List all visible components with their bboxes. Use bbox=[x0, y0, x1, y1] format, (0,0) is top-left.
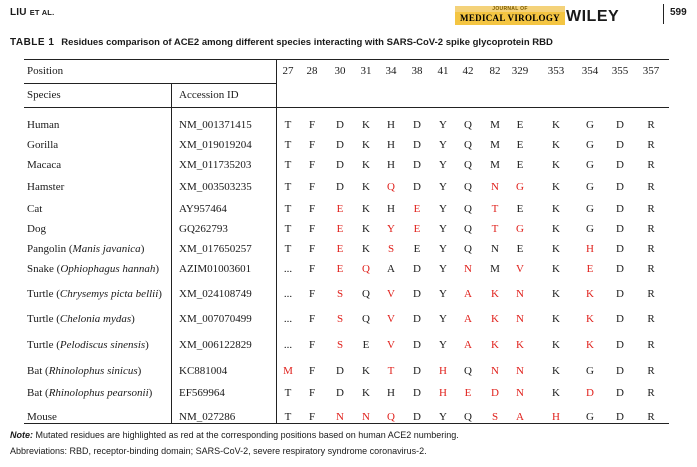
species-cell: Bat (Rhinolophus sinicus) bbox=[27, 365, 142, 377]
residue-cell: F bbox=[308, 263, 316, 275]
residue-cell: Y bbox=[439, 223, 447, 235]
residue-cell: Q bbox=[464, 243, 472, 255]
residue-cell: T bbox=[284, 139, 292, 151]
residue-cell: R bbox=[647, 387, 655, 399]
species-cell: Turtle (Pelodiscus sinensis) bbox=[27, 339, 149, 351]
position-82: 82 bbox=[489, 65, 501, 77]
residue-cell: ... bbox=[283, 263, 293, 275]
header-divider bbox=[663, 4, 664, 24]
residue-cell: D bbox=[616, 159, 624, 171]
journal-logo-name: MEDICAL VIROLOGY bbox=[455, 12, 565, 25]
residue-cell: F bbox=[308, 181, 316, 193]
accession-cell: XM_019019204 bbox=[179, 139, 252, 151]
residue-cell: D bbox=[413, 411, 421, 423]
residue-cell: H bbox=[387, 159, 395, 171]
residue-cell: N bbox=[491, 181, 499, 193]
position-header: Position bbox=[27, 65, 64, 77]
residue-cell: Y bbox=[439, 119, 447, 131]
residue-cell: Q bbox=[464, 159, 472, 171]
residue-cell: T bbox=[284, 243, 292, 255]
residue-cell: D bbox=[413, 263, 421, 275]
residue-cell: V bbox=[387, 288, 395, 300]
residue-cell: D bbox=[616, 181, 624, 193]
residue-cell: K bbox=[362, 387, 370, 399]
accession-cell: XM_006122829 bbox=[179, 339, 252, 351]
position-30: 30 bbox=[334, 65, 346, 77]
residue-cell: D bbox=[413, 139, 421, 151]
accession-header: Accession ID bbox=[179, 89, 239, 101]
species-cell: Macaca bbox=[27, 159, 62, 171]
residue-cell: Q bbox=[464, 139, 472, 151]
residue-cell: F bbox=[308, 203, 316, 215]
residue-cell: K bbox=[552, 223, 560, 235]
residue-cell: E bbox=[464, 387, 472, 399]
residue-cell: E bbox=[516, 119, 524, 131]
accession-cell: AZIM01003601 bbox=[179, 263, 252, 275]
residue-cell: K bbox=[552, 313, 560, 325]
residue-cell: N bbox=[516, 313, 524, 325]
residue-cell: T bbox=[387, 365, 395, 377]
residue-cell: N bbox=[491, 243, 499, 255]
residue-cell: Q bbox=[464, 119, 472, 131]
residue-cell: E bbox=[516, 203, 524, 215]
running-head-authors: LIU ET AL. bbox=[10, 7, 55, 18]
residue-cell: K bbox=[362, 139, 370, 151]
residue-cell: G bbox=[586, 181, 594, 193]
residue-cell: E bbox=[336, 243, 344, 255]
residue-cell: G bbox=[586, 159, 594, 171]
position-27: 27 bbox=[282, 65, 294, 77]
species-cell: Pangolin (Manis javanica) bbox=[27, 243, 145, 255]
position-28: 28 bbox=[306, 65, 318, 77]
residue-cell: K bbox=[552, 243, 560, 255]
residue-cell: R bbox=[647, 243, 655, 255]
residue-cell: D bbox=[413, 387, 421, 399]
residue-cell: A bbox=[464, 288, 472, 300]
residue-cell: D bbox=[616, 243, 624, 255]
residue-cell: R bbox=[647, 119, 655, 131]
residue-cell: N bbox=[362, 411, 370, 423]
residue-cell: D bbox=[413, 159, 421, 171]
species-cell: Turtle (Chelonia mydas) bbox=[27, 313, 135, 325]
residue-cell: T bbox=[284, 181, 292, 193]
residue-cell: K bbox=[362, 159, 370, 171]
residue-cell: T bbox=[284, 119, 292, 131]
residue-cell: D bbox=[336, 139, 344, 151]
residue-cell: V bbox=[516, 263, 524, 275]
residue-cell: F bbox=[308, 139, 316, 151]
residue-cell: Y bbox=[439, 181, 447, 193]
residue-cell: K bbox=[552, 365, 560, 377]
residue-cell: M bbox=[490, 159, 500, 171]
residue-cell: N bbox=[516, 387, 524, 399]
residue-cell: Q bbox=[387, 181, 395, 193]
residue-cell: D bbox=[413, 313, 421, 325]
residue-cell: Y bbox=[439, 139, 447, 151]
table-caption-text: Residues comparison of ACE2 among different species interacting with SARS-CoV-2 spike glycoprotein RBD bbox=[61, 37, 553, 48]
residue-cell: D bbox=[616, 223, 624, 235]
residue-cell: K bbox=[552, 339, 560, 351]
residue-cell: K bbox=[552, 288, 560, 300]
residue-cell: ... bbox=[283, 288, 293, 300]
residue-cell: D bbox=[616, 365, 624, 377]
residue-cell: K bbox=[552, 263, 560, 275]
residue-cell: Q bbox=[464, 203, 472, 215]
accession-cell: AY957464 bbox=[179, 203, 227, 215]
species-cell: Human bbox=[27, 119, 60, 131]
residue-cell: E bbox=[413, 243, 421, 255]
residue-cell: G bbox=[586, 139, 594, 151]
residue-cell: T bbox=[284, 411, 292, 423]
residue-cell: K bbox=[586, 339, 594, 351]
residue-cell: F bbox=[308, 365, 316, 377]
residue-cell: K bbox=[362, 223, 370, 235]
residue-cell: Y bbox=[439, 288, 447, 300]
residue-cell: R bbox=[647, 139, 655, 151]
residue-cell: G bbox=[586, 119, 594, 131]
accession-cell: XM_003503235 bbox=[179, 181, 252, 193]
residue-cell: Y bbox=[439, 243, 447, 255]
residue-cell: M bbox=[490, 119, 500, 131]
position-34: 34 bbox=[385, 65, 397, 77]
residue-cell: A bbox=[387, 263, 395, 275]
residue-cell: R bbox=[647, 288, 655, 300]
residue-cell: H bbox=[387, 119, 395, 131]
position-354: 354 bbox=[581, 65, 599, 77]
residue-cell: Y bbox=[439, 263, 447, 275]
residue-cell: Y bbox=[387, 223, 395, 235]
residue-cell: F bbox=[308, 339, 316, 351]
residue-cell: Y bbox=[439, 203, 447, 215]
residue-cell: D bbox=[616, 387, 624, 399]
residue-cell: G bbox=[586, 365, 594, 377]
position-353: 353 bbox=[547, 65, 565, 77]
residue-cell: T bbox=[491, 223, 499, 235]
publisher-logo: WILEY bbox=[566, 8, 620, 25]
residue-cell: D bbox=[616, 263, 624, 275]
residue-cell: K bbox=[491, 339, 499, 351]
position-38: 38 bbox=[411, 65, 423, 77]
residue-cell: H bbox=[387, 139, 395, 151]
residue-cell: S bbox=[336, 313, 344, 325]
species-cell: Gorilla bbox=[27, 139, 59, 151]
residue-cell: T bbox=[284, 159, 292, 171]
residue-cell: K bbox=[586, 313, 594, 325]
position-41: 41 bbox=[437, 65, 449, 77]
residue-cell: T bbox=[284, 223, 292, 235]
species-cell: Mouse bbox=[27, 411, 57, 423]
residue-cell: D bbox=[616, 119, 624, 131]
species-cell: Dog bbox=[27, 223, 46, 235]
residue-cell: E bbox=[336, 223, 344, 235]
residue-cell: G bbox=[586, 203, 594, 215]
accession-cell: NM_001371415 bbox=[179, 119, 252, 131]
residue-cell: K bbox=[362, 203, 370, 215]
residue-cell: K bbox=[491, 313, 499, 325]
residue-cell: N bbox=[516, 288, 524, 300]
residue-cell: T bbox=[284, 203, 292, 215]
residue-cell: D bbox=[616, 339, 624, 351]
residue-cell: E bbox=[516, 159, 524, 171]
residue-cell: Y bbox=[439, 159, 447, 171]
accession-cell: XM_024108749 bbox=[179, 288, 252, 300]
residue-cell: R bbox=[647, 263, 655, 275]
residue-cell: K bbox=[552, 139, 560, 151]
residue-cell: Y bbox=[439, 313, 447, 325]
residue-cell: T bbox=[284, 387, 292, 399]
residue-cell: G bbox=[586, 223, 594, 235]
residue-cell: D bbox=[413, 339, 421, 351]
residue-cell: D bbox=[336, 387, 344, 399]
residue-cell: H bbox=[387, 203, 395, 215]
accession-cell: GQ262793 bbox=[179, 223, 228, 235]
journal-logo bbox=[455, 6, 565, 26]
residue-cell: V bbox=[387, 313, 395, 325]
residue-cell: H bbox=[387, 387, 395, 399]
residue-cell: Q bbox=[464, 223, 472, 235]
residue-cell: Q bbox=[362, 313, 370, 325]
residue-cell: N bbox=[491, 365, 499, 377]
residue-cell: R bbox=[647, 339, 655, 351]
residue-cell: S bbox=[336, 339, 344, 351]
residue-cell: A bbox=[516, 411, 524, 423]
residue-cell: D bbox=[616, 139, 624, 151]
species-cell: Turtle (Chrysemys picta bellii) bbox=[27, 288, 162, 300]
position-42: 42 bbox=[462, 65, 474, 77]
accession-cell: EF569964 bbox=[179, 387, 225, 399]
residue-cell: G bbox=[516, 181, 524, 193]
residue-cell: K bbox=[552, 181, 560, 193]
residue-cell: D bbox=[413, 288, 421, 300]
residue-cell: N bbox=[516, 365, 524, 377]
residue-cell: D bbox=[491, 387, 499, 399]
residue-cell: K bbox=[552, 119, 560, 131]
residue-cell: E bbox=[516, 243, 524, 255]
residue-cell: ... bbox=[283, 313, 293, 325]
header-bottom-rule bbox=[24, 107, 669, 108]
residue-cell: F bbox=[308, 411, 316, 423]
residue-cell: E bbox=[413, 203, 421, 215]
residue-cell: E bbox=[362, 339, 370, 351]
residue-cell: H bbox=[439, 387, 447, 399]
position-underline bbox=[24, 83, 276, 84]
residue-cell: Q bbox=[464, 181, 472, 193]
residue-cell: E bbox=[586, 263, 594, 275]
residue-cell: D bbox=[586, 387, 594, 399]
accession-cell: XM_007070499 bbox=[179, 313, 252, 325]
residue-cell: N bbox=[464, 263, 472, 275]
residue-cell: A bbox=[464, 339, 472, 351]
column-divider-species bbox=[171, 84, 172, 423]
residue-cell: H bbox=[439, 365, 447, 377]
residue-cell: F bbox=[308, 159, 316, 171]
residue-cell: F bbox=[308, 223, 316, 235]
residue-cell: K bbox=[362, 243, 370, 255]
species-cell: Hamster bbox=[27, 181, 65, 193]
residue-cell: M bbox=[283, 365, 293, 377]
residue-cell: K bbox=[552, 387, 560, 399]
species-cell: Bat (Rhinolophus pearsonii) bbox=[27, 387, 153, 399]
residue-cell: K bbox=[362, 181, 370, 193]
residue-cell: M bbox=[490, 263, 500, 275]
residue-cell: Q bbox=[387, 411, 395, 423]
residue-cell: D bbox=[616, 313, 624, 325]
residue-cell: E bbox=[516, 139, 524, 151]
residue-cell: K bbox=[586, 288, 594, 300]
species-header: Species bbox=[27, 89, 61, 101]
page-number: 599 bbox=[670, 7, 687, 18]
table-label: TABLE 1 bbox=[10, 37, 55, 48]
residue-cell: D bbox=[616, 203, 624, 215]
residue-cell: F bbox=[308, 288, 316, 300]
residue-cell: S bbox=[491, 411, 499, 423]
residue-cell: D bbox=[616, 288, 624, 300]
residue-cell: Q bbox=[464, 365, 472, 377]
residue-cell: K bbox=[362, 365, 370, 377]
accession-cell: XM_011735203 bbox=[179, 159, 252, 171]
residue-cell: T bbox=[491, 203, 499, 215]
residue-cell: R bbox=[647, 181, 655, 193]
residue-cell: K bbox=[552, 159, 560, 171]
residue-cell: F bbox=[308, 243, 316, 255]
residue-cell: ... bbox=[283, 339, 293, 351]
residue-cell: M bbox=[490, 139, 500, 151]
residue-cell: K bbox=[491, 288, 499, 300]
accession-cell: KC881004 bbox=[179, 365, 228, 377]
residue-cell: F bbox=[308, 387, 316, 399]
residue-cell: R bbox=[647, 411, 655, 423]
residue-cell: E bbox=[336, 203, 344, 215]
residue-cell: D bbox=[336, 119, 344, 131]
residue-cell: D bbox=[616, 411, 624, 423]
residue-cell: G bbox=[586, 411, 594, 423]
residue-cell: R bbox=[647, 203, 655, 215]
residue-cell: K bbox=[516, 339, 524, 351]
residue-cell: D bbox=[336, 365, 344, 377]
residue-cell: V bbox=[387, 339, 395, 351]
residue-cell: K bbox=[362, 119, 370, 131]
position-357: 357 bbox=[642, 65, 660, 77]
residue-cell: E bbox=[336, 263, 344, 275]
residue-cell: D bbox=[413, 119, 421, 131]
residue-cell: E bbox=[413, 223, 421, 235]
residue-cell: S bbox=[387, 243, 395, 255]
residue-cell: D bbox=[336, 181, 344, 193]
position-329: 329 bbox=[511, 65, 529, 77]
residue-cell: F bbox=[308, 119, 316, 131]
residue-cell: N bbox=[336, 411, 344, 423]
position-31: 31 bbox=[360, 65, 372, 77]
species-cell: Snake (Ophiophagus hannah) bbox=[27, 263, 160, 275]
journal-logo-top: JOURNAL OF bbox=[455, 6, 565, 12]
species-cell: Cat bbox=[27, 203, 43, 215]
residue-cell: F bbox=[308, 313, 316, 325]
residue-cell: K bbox=[552, 203, 560, 215]
residue-cell: D bbox=[413, 365, 421, 377]
residue-cell: Q bbox=[464, 411, 472, 423]
accession-cell: XM_017650257 bbox=[179, 243, 252, 255]
accession-cell: NM_027286 bbox=[179, 411, 236, 423]
table-top-rule bbox=[24, 59, 669, 60]
residue-cell: H bbox=[586, 243, 594, 255]
residue-cell: D bbox=[336, 159, 344, 171]
residue-cell: R bbox=[647, 223, 655, 235]
residue-cell: Y bbox=[439, 411, 447, 423]
position-355: 355 bbox=[611, 65, 629, 77]
residue-cell: A bbox=[464, 313, 472, 325]
residue-cell: S bbox=[336, 288, 344, 300]
table-abbreviations: Abbreviations: RBD, receptor-binding domain; SARS-CoV-2, severe respiratory syndrome coronavirus-2. bbox=[10, 446, 427, 456]
residue-cell: R bbox=[647, 365, 655, 377]
column-divider-accession bbox=[276, 59, 277, 423]
table-note: Note: Mutated residues are highlighted as red at the corresponding positions based on human ACE2 numbering. bbox=[10, 430, 459, 440]
residue-cell: R bbox=[647, 159, 655, 171]
residue-cell: Y bbox=[439, 339, 447, 351]
residue-cell: D bbox=[413, 181, 421, 193]
residue-cell: G bbox=[516, 223, 524, 235]
residue-cell: Q bbox=[362, 263, 370, 275]
residue-cell: H bbox=[552, 411, 560, 423]
table-caption bbox=[10, 37, 690, 48]
residue-cell: Q bbox=[362, 288, 370, 300]
residue-cell: R bbox=[647, 313, 655, 325]
